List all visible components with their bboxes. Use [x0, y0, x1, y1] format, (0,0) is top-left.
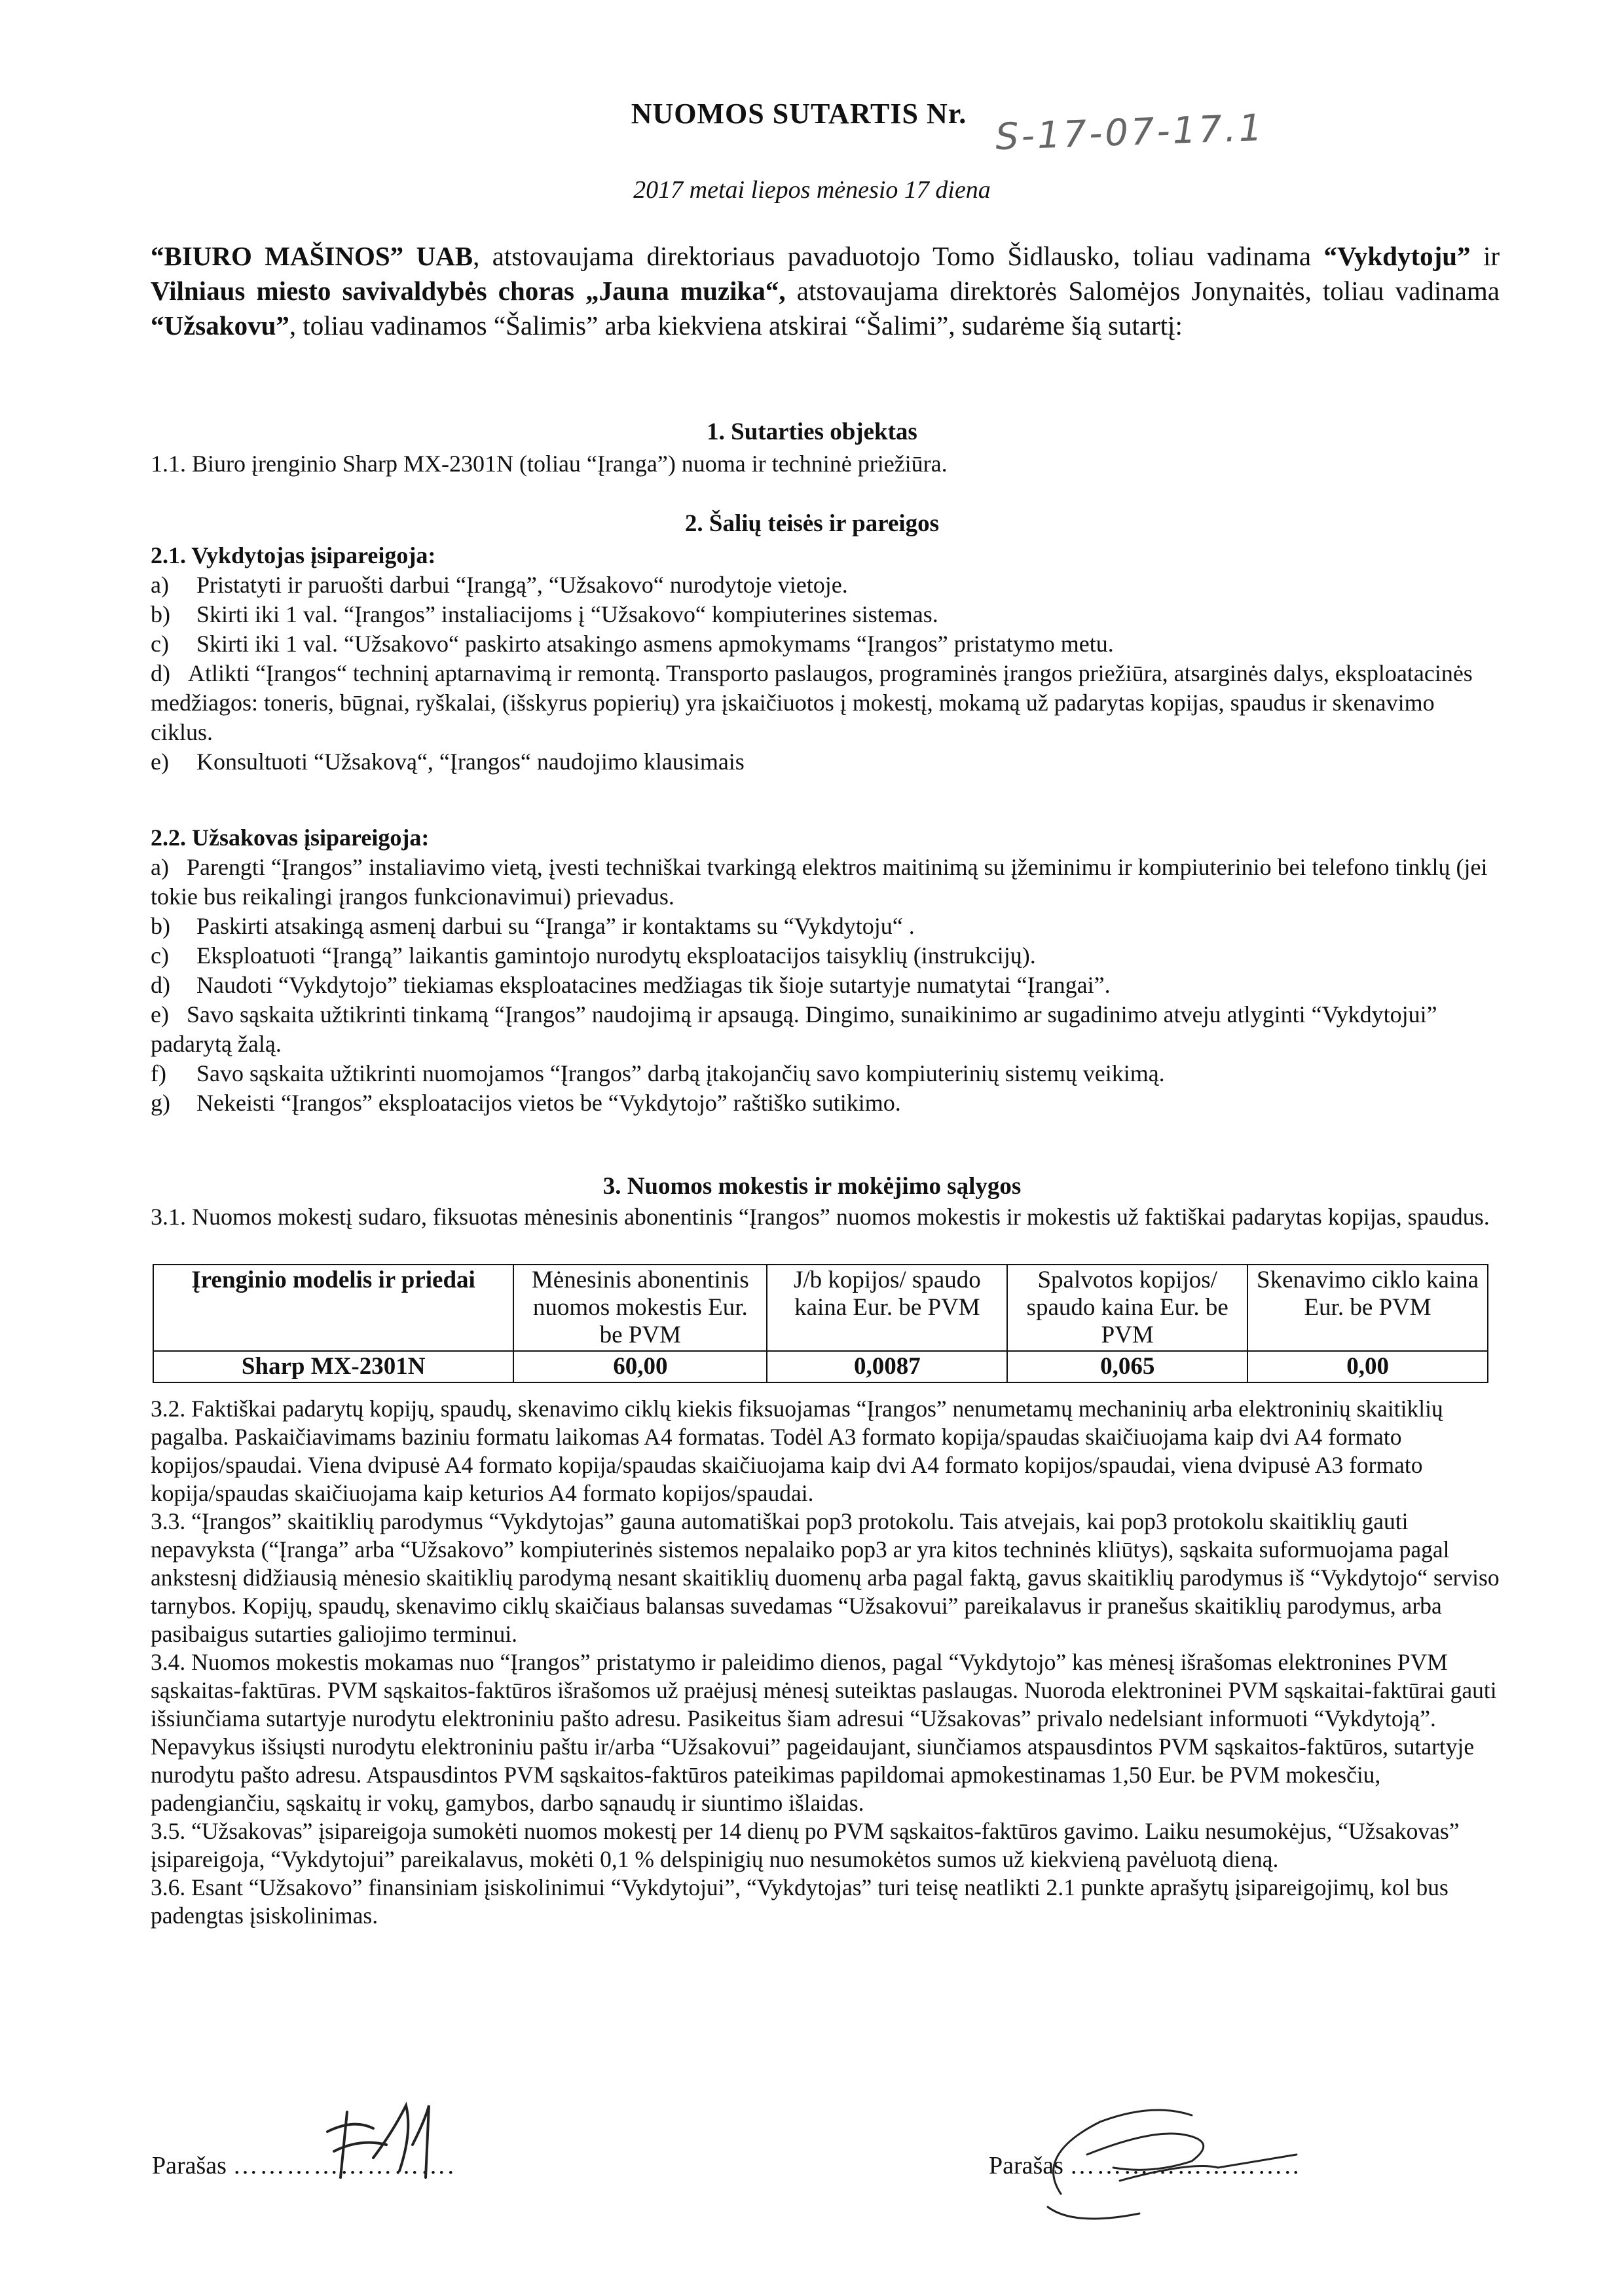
- table-cell-monthly-fee: 60,00: [513, 1351, 767, 1382]
- company-name: “BIURO MAŠINOS” UAB: [151, 241, 473, 271]
- intro-text-4: , toliau vadinamos “Šalimis” arba kiekviena atskirai “Šalimi”, sudarėme šią sutartį:: [289, 310, 1183, 341]
- section-3-2-paragraph: 3.2. Faktiškai padarytų kopijų, spaudų, skenavimo ciklų kiekis fiksuojamas “Įrangos” nenumetamų mechaninių arba elektroninių skaitiklių pagalba. Paskaičiavimams baziniu formatu laikomas A4 formatas. Todėl A3 formato kopija/spaudas skaičiuojama kaip dvi A4 formato kopijos/spaudai. Viena dvipusė A4 formato kopija/spaudas skaičiuojama kaip dvi A4 formato kopijos/spaudai, viena dvipusė A3 formato kopija/spaudas skaičiuojama kaip keturios A4 formato kopijos/spaudai.: [151, 1396, 1443, 1506]
- list-item: c) Skirti iki 1 val. “Užsakovo“ paskirto atsakingo asmens apmokymams “Įrangos” pristatymo metu.: [151, 631, 1114, 657]
- section-3-3-paragraph: 3.3. “Įrangos” skaitiklių parodymus “Vykdytojas” gauna automatiškai pop3 protokolu. Tais atvejais, kai pop3 protokolu skaitiklių gauti nepavyksta (“Įranga” arba “Užsakovo” kompiuterinės sistemos nepalaiko pop3 ar yra kitos techninės kliūtys), sąskaita suformuojama pagal ankstesnį didžiausią mėnesio skaitiklių parodymą nesant skaitiklių duomenų arba pagal faktą, gavus skaitiklių parodymus iš “Vykdytojo“ serviso tarnybos. Kopijų, spaudų, skenavimo ciklų skaičiaus balansas suvedamas “Užsakovui” pareikalavus ir pranešus skaitiklių parodymus, arba pasibaigus sutarties galiojimo terminui.: [151, 1508, 1500, 1647]
- table-cell-scan-price: 0,00: [1247, 1351, 1488, 1382]
- section-2-title: 2. Šalių teisės ir pareigos: [684, 510, 940, 537]
- left-signature-label: Parašas: [152, 2152, 227, 2179]
- list-item: a) Pristatyti ir paruošti darbui “Įrangą”, “Užsakovo“ nurodytoje vietoje.: [151, 572, 848, 598]
- intro-text-3: atstovaujama direktorės Salomėjos Jonynaitės, toliau vadinama: [785, 276, 1500, 306]
- section-1-title: 1. Sutarties objektas: [707, 418, 917, 445]
- intro-paragraph: [151, 239, 1500, 343]
- section-2-1-title: 2.1. Vykdytojas įsipareigoja:: [151, 542, 436, 568]
- section-1-paragraph: 1.1. Biuro įrenginio Sharp MX-2301N (toliau “Įranga”) nuoma ir techninė priežiūra.: [151, 451, 948, 477]
- price-table: [153, 1264, 1488, 1383]
- section-3-6-paragraph: 3.6. Esant “Užsakovo” finansiniam įsiskolinimui “Vykdytojui”, “Vykdytojas” turi teisę neatlikti 2.1 punkte aprašytų įsipareigojimų, kol bus padengtas įsiskolinimas.: [151, 1874, 1449, 1929]
- section-3-title: 3. Nuomos mokestis ir mokėjimo sąlygos: [602, 1173, 1022, 1200]
- intro-text-1: , atstovaujama direktoriaus pavaduotojo Tomo Šidlausko, toliau vadinama: [473, 241, 1324, 271]
- right-handwritten-signature: [1022, 2063, 1323, 2233]
- list-item: b) Skirti iki 1 val. “Įrangos” instaliacijoms į “Užsakovo“ kompiuterines sistemas.: [151, 601, 938, 627]
- right-signature-label: Parašas: [989, 2152, 1063, 2179]
- section-2-1-block: [151, 541, 1500, 777]
- list-item: e) Konsultuoti “Užsakovą“, “Įrangos“ naudojimo klausimais: [151, 749, 745, 775]
- section-2-2-block: [151, 823, 1500, 1118]
- table-header-cell: J/b kopijos/ spaudo kaina Eur. be PVM: [767, 1265, 1007, 1351]
- title-row: [0, 97, 1624, 130]
- handwritten-contract-number: S-17-07-17.1: [994, 106, 1266, 159]
- client-term: “Užsakovu”: [151, 310, 289, 341]
- document-title: NUOMOS SUTARTIS Nr.: [631, 98, 967, 130]
- intro-text-2: ir: [1470, 241, 1500, 271]
- list-item: c) Eksploatuoti “Įrangą” laikantis gamintojo nurodytų eksploatacijos taisyklių (instrukcijų).: [151, 942, 1036, 969]
- section-2-2-title: 2.2. Užsakovas įsipareigoja:: [151, 824, 430, 851]
- table-cell-color-price: 0,065: [1007, 1351, 1247, 1382]
- table-row: [153, 1351, 1488, 1382]
- list-item: b) Paskirti atsakingą asmenį darbui su “Įranga” ir kontaktams su “Vykdytoju“ .: [151, 913, 915, 939]
- list-item: a) Parengti “Įrangos” instaliavimo vietą, įvesti techniškai tvarkingą elektros maitinimą su įžeminimu ir kompiuterinio bei telefono tinklų (jei tokie bus reikalingi įrangos funkcionavimui) prievadus.: [151, 854, 1488, 910]
- right-signature-dots: ……………………..: [1069, 2152, 1301, 2179]
- list-item: d) Atlikti “Įrangos“ techninį aptarnavimą ir remontą. Transporto paslaugos, programinės įrangos priežiūra, atsarginės dalys, eksploatacinės medžiagos: toneris, būgnai, ryškalai, (išskyrus popierių) yra įskaičiuotos į mokestį, mokamą už padarytas kopijas, spaudus ir skenavimo ciklus.: [151, 660, 1473, 745]
- table-cell-model: Sharp MX-2301N: [153, 1351, 513, 1382]
- section-3-5-paragraph: 3.5. “Užsakovas” įsipareigoja sumokėti nuomos mokestį per 14 dienų po PVM sąskaitos-faktūros gavimo. Laiku nesumokėjus, “Užsakovas” įsipareigoja, “Vykdytojui” pareikalavus, mokėti 0,1 % delspinigių nuo nesumokėtos sumos už kiekvieną pavėluotą dieną.: [151, 1818, 1460, 1872]
- left-signature-dots: …………………….: [232, 2152, 456, 2179]
- section-3-1-paragraph: 3.1. Nuomos mokestį sudaro, fiksuotas mėnesinis abonentinis “Įrangos” nuomos mokestis ir mokestis už faktiškai padarytas kopijas, spaudus.: [151, 1204, 1490, 1230]
- list-item: f) Savo sąskaita užtikrinti nuomojamos “Įrangos” darbą įtakojančių savo kompiuterinių sistemų veikimą.: [151, 1060, 1165, 1086]
- table-header-cell: Spalvotos kopijos/ spaudo kaina Eur. be PVM: [1007, 1265, 1247, 1351]
- table-header-cell: Skenavimo ciklo kaina Eur. be PVM: [1247, 1265, 1488, 1351]
- table-header-row: [153, 1265, 1488, 1351]
- table-cell-bw-price: 0,0087: [767, 1351, 1007, 1382]
- section-3-body: [151, 1395, 1500, 1930]
- section-3-4-paragraph: 3.4. Nuomos mokestis mokamas nuo “Įrangos” pristatymo ir paleidimo dienos, pagal “Vykdytojo” kas mėnesį išrašomas elektronines PVM sąskaitas-faktūras. PVM sąskaitos-faktūros išrašomos už praėjusį mėnesį suteiktas paslaugas. Nuoroda elektroninei PVM sąskaitai-faktūrai gauti išsiunčiama sutartyje nurodytu elektroniniu pašto adresu. Pasikeitus šiam adresui “Užsakovas” privalo nedelsiant informuoti “Vykdytoją”. Nepavykus išsiųsti nurodytu elektroniniu paštu ir/arba “Užsakovui” pageidaujant, siunčiamos atspausdintos PVM sąskaitos-faktūros, sutartyje nurodytu pašto adresu. Atspausdintos PVM sąskaitos-faktūros pateikimas papildomai apmokestinamas 1,50 Eur. be PVM mokesčiu, padengiančiu, sąskaitų ir vokų, gamybos, darbo sąnaudų ir siuntimo išlaidas.: [151, 1649, 1497, 1816]
- list-item: e) Savo sąskaita užtikrinti tinkamą “Įrangos” naudojimą ir apsaugą. Dingimo, sunaikinimo ar sugadinimo atveju atlyginti “Vykdytojui” padarytą žalą.: [151, 1001, 1437, 1057]
- executor-term: “Vykdytoju”: [1323, 241, 1471, 271]
- list-item: g) Nekeisti “Įrangos” eksploatacijos vietos be “Vykdytojo” raštiško sutikimo.: [151, 1090, 901, 1116]
- contract-date: 2017 metai liepos mėnesio 17 diena: [633, 176, 991, 204]
- client-organisation: Vilniaus miesto savivaldybės choras „Jauna muzika“,: [151, 276, 786, 306]
- left-handwritten-signature: [314, 2092, 445, 2191]
- list-item: d) Naudoti “Vykdytojo” tiekiamas eksploatacines medžiagas tik šioje sutartyje numatytai “Įrangai”.: [151, 972, 1111, 998]
- table-header-cell: Įrenginio modelis ir priedai: [153, 1265, 513, 1351]
- table-header-cell: Mėnesinis abonentinis nuomos mokestis Eur. be PVM: [513, 1265, 767, 1351]
